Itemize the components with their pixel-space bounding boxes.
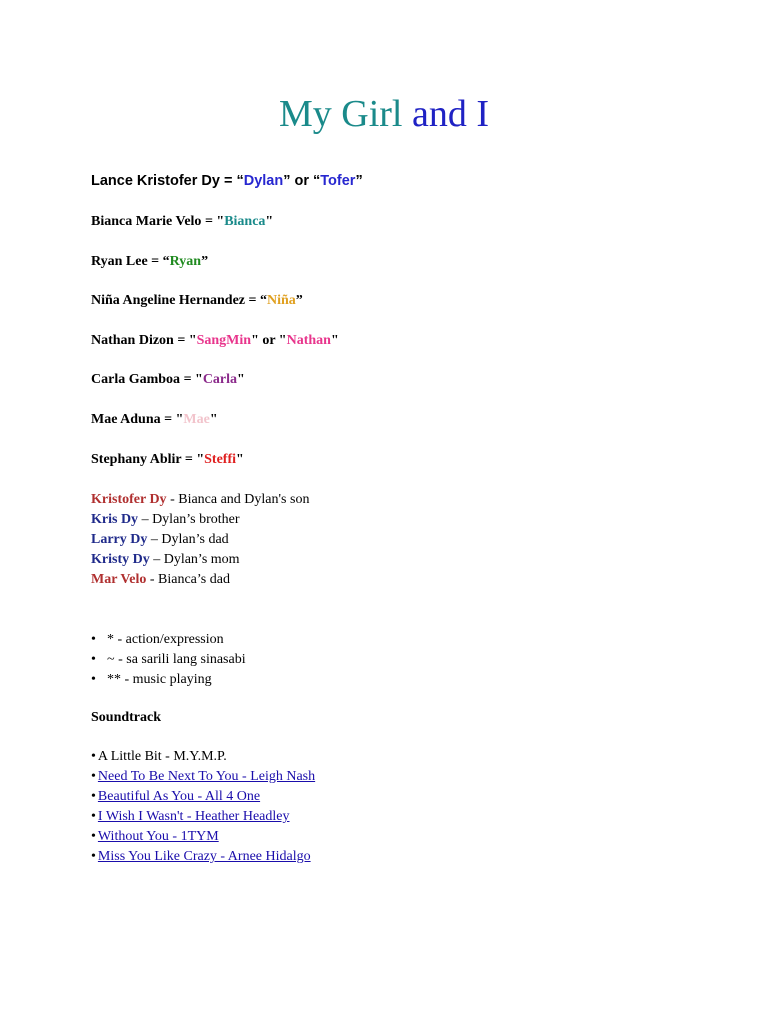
legend-symbol: *: [107, 632, 114, 647]
legend-item: [91, 630, 224, 650]
soundtrack-item: [91, 807, 290, 827]
cast-full-name: Bianca Marie Velo: [91, 214, 202, 229]
cast-separator: = “: [219, 173, 244, 189]
cast-nickname: SangMin: [196, 333, 252, 348]
cast-nickname: Carla: [202, 372, 238, 387]
family-description: – Dylan’s brother: [138, 512, 240, 527]
title-part-2: and I: [402, 93, 490, 135]
family-description: - Bianca and Dylan's son: [166, 492, 310, 507]
cast-full-name: Niña Angeline Hernandez: [91, 293, 246, 308]
legend-symbol: **: [107, 672, 121, 687]
family-entry: [91, 510, 240, 530]
cast-nickname: Dylan: [243, 173, 284, 189]
cast-nickname-alt: Tofer: [320, 173, 356, 189]
soundtrack-item: [91, 747, 227, 767]
page-title: [0, 88, 768, 140]
cast-entry: [91, 370, 245, 390]
cast-separator: = “: [147, 254, 170, 269]
legend-symbol: ~: [107, 652, 115, 667]
title-part-1: My Girl: [278, 93, 403, 135]
cast-full-name: Stephany Ablir: [91, 452, 182, 467]
cast-entry: [91, 450, 244, 470]
soundtrack-item: [91, 827, 219, 847]
cast-entry: [91, 171, 363, 191]
bullet-dot: •: [91, 789, 96, 804]
bullet-dot: •: [91, 829, 96, 844]
soundtrack-heading: Soundtrack: [91, 710, 162, 725]
bullet-dot: •: [91, 809, 96, 824]
cast-separator: = ": [201, 214, 225, 229]
legend-description: - action/expression: [114, 632, 224, 647]
bullet-dot: •: [91, 632, 96, 647]
soundtrack-link[interactable]: Without You - 1TYM: [97, 829, 219, 844]
cast-nickname: Steffi: [204, 452, 237, 467]
cast-separator: = “: [245, 293, 267, 308]
cast-quote-end: ”: [201, 254, 209, 269]
family-entry: [91, 530, 229, 550]
cast-quote-end: ”: [295, 293, 303, 308]
bullet-dot: •: [91, 769, 96, 784]
cast-quote-end: ": [237, 372, 245, 387]
cast-quote-end: ": [265, 214, 274, 229]
soundtrack-link[interactable]: I Wish I Wasn't - Heather Headley: [97, 809, 290, 824]
family-name: Kristy Dy: [91, 552, 150, 567]
family-entry: [91, 550, 240, 570]
cast-nickname-alt: Nathan: [286, 333, 331, 348]
cast-separator: = ": [181, 452, 205, 467]
cast-full-name: Ryan Lee: [91, 254, 148, 269]
legend-item: [91, 650, 246, 670]
legend-description: - music playing: [121, 672, 212, 687]
cast-full-name: Mae Aduna: [91, 412, 161, 427]
family-name: Larry Dy: [91, 532, 148, 547]
cast-quote-end: ": [236, 452, 244, 467]
soundtrack-link[interactable]: Need To Be Next To You - Leigh Nash: [97, 769, 316, 784]
bullet-dot: •: [91, 652, 96, 667]
bullet-dot: •: [91, 749, 96, 764]
cast-separator: = ": [160, 412, 184, 427]
cast-quote-end: ”: [355, 173, 363, 189]
cast-quote-end: ": [330, 333, 339, 348]
family-name: Kris Dy: [91, 512, 139, 527]
cast-nickname: Mae: [183, 412, 210, 427]
family-name: Mar Velo: [91, 572, 147, 587]
cast-full-name: Nathan Dizon: [91, 333, 174, 348]
soundtrack-item: [91, 767, 315, 787]
soundtrack-link[interactable]: Miss You Like Crazy - Arnee Hidalgo: [97, 849, 311, 864]
family-entry: [91, 570, 230, 590]
cast-separator-or: " or ": [251, 333, 287, 348]
cast-quote-end: ": [209, 412, 218, 427]
cast-nickname: Niña: [267, 293, 296, 308]
cast-entry: [91, 331, 339, 351]
bullet-dot: •: [91, 672, 96, 687]
soundtrack-item: [91, 787, 260, 807]
bullet-dot: •: [91, 849, 96, 864]
cast-full-name: Carla Gamboa: [91, 372, 181, 387]
cast-nickname: Bianca: [224, 214, 266, 229]
soundtrack-item: [91, 847, 311, 867]
cast-separator: = ": [180, 372, 203, 387]
cast-entry: [91, 212, 273, 232]
soundtrack-title: A Little Bit - M.Y.M.P.: [97, 749, 227, 764]
cast-entry: [91, 291, 303, 311]
cast-separator-or: ” or “: [283, 173, 321, 189]
cast-entry: [91, 252, 208, 272]
cast-separator: = ": [173, 333, 197, 348]
soundtrack-link[interactable]: Beautiful As You - All 4 One: [97, 789, 261, 804]
cast-entry: [91, 410, 218, 430]
family-description: – Dylan’s dad: [147, 532, 229, 547]
family-description: – Dylan’s mom: [149, 552, 240, 567]
family-entry: [91, 490, 309, 510]
legend-description: - sa sarili lang sinasabi: [114, 652, 246, 667]
family-description: - Bianca’s dad: [146, 572, 230, 587]
cast-full-name: Lance Kristofer Dy: [91, 173, 220, 189]
family-name: Kristofer Dy: [91, 492, 167, 507]
cast-nickname: Ryan: [169, 254, 202, 269]
legend-item: [91, 670, 212, 690]
